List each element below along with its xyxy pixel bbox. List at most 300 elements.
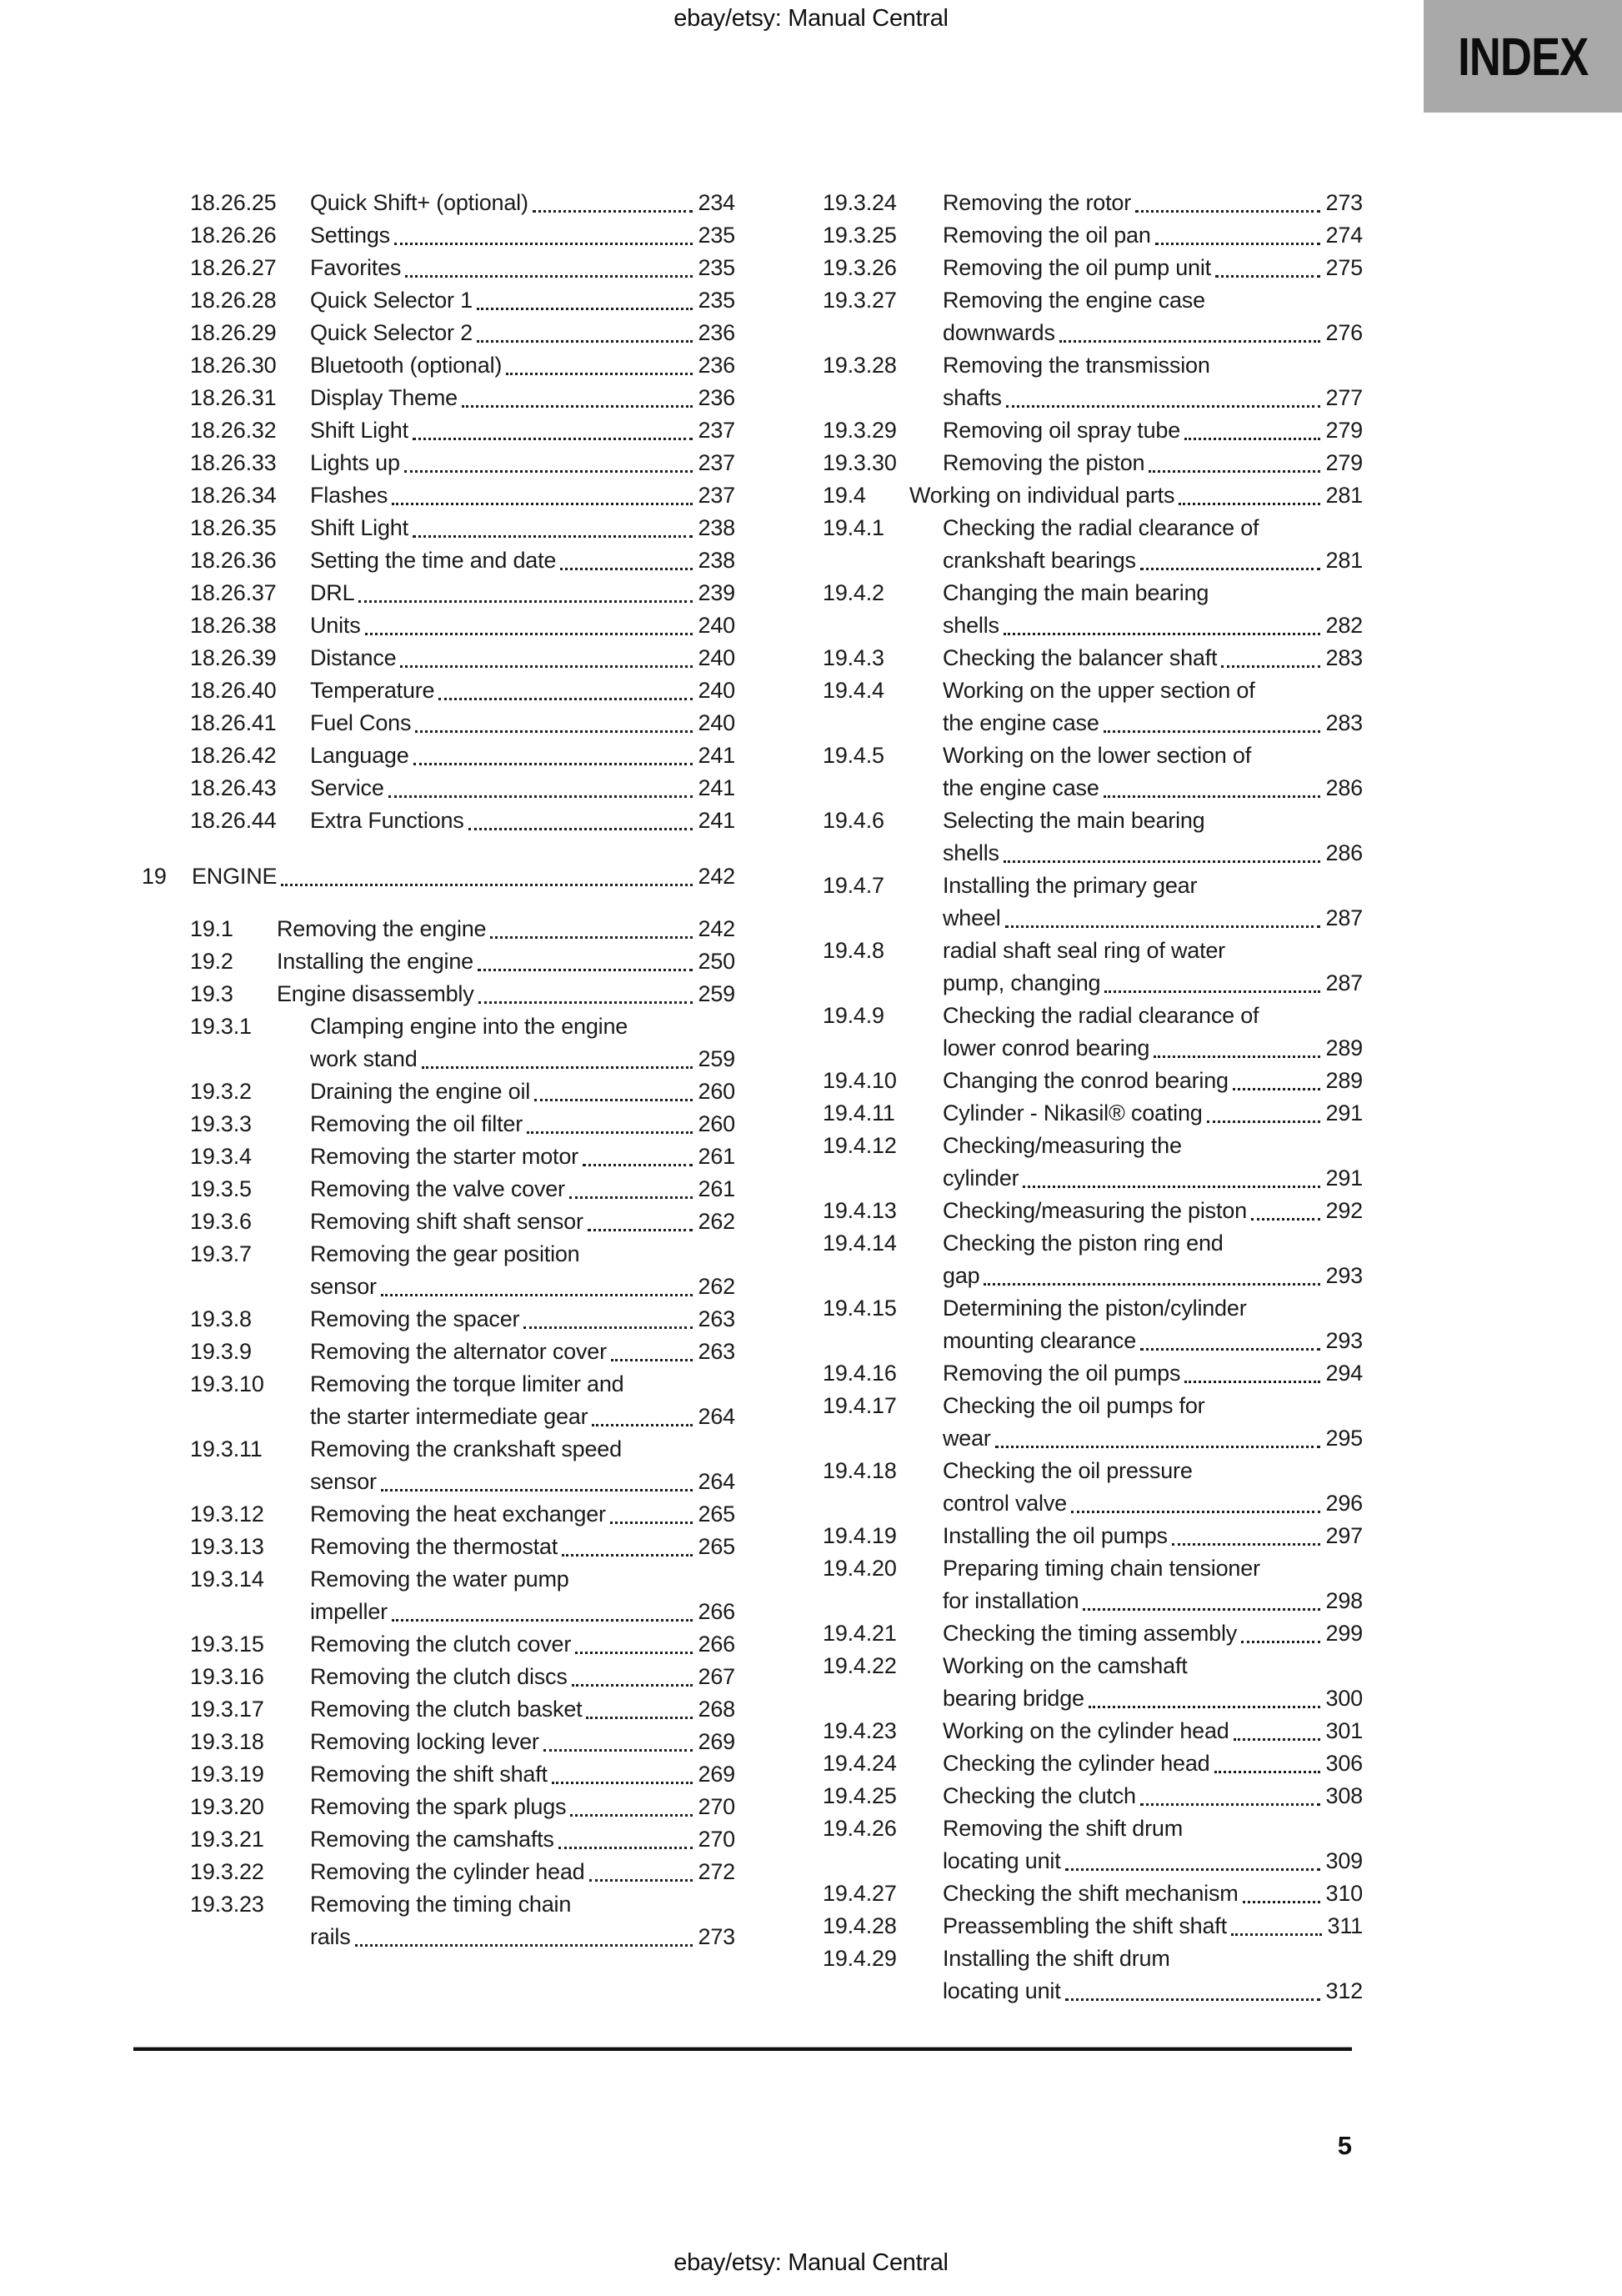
toc-entry-line: [943, 1292, 1363, 1325]
dot-leader: [558, 1823, 693, 1849]
toc-entry-page: 269: [698, 1762, 735, 1787]
toc-entry-title: Checking the balancer shaft: [943, 645, 1218, 670]
toc-entry: [823, 739, 1363, 805]
toc-entry: [823, 1455, 1363, 1520]
toc-entry-title: Removing the timing chain: [310, 1892, 572, 1917]
toc-entry-body: [277, 945, 735, 978]
dot-leader: [415, 707, 692, 733]
dot-leader: [355, 1921, 693, 1947]
toc-entry-title: Shift Light: [310, 515, 408, 540]
toc-entry-page: 270: [698, 1794, 735, 1819]
dot-leader: [1241, 1617, 1319, 1643]
toc-entry: [823, 1195, 1363, 1227]
toc-entry-title: Removing locking lever: [310, 1729, 539, 1754]
toc-entry-body: [943, 414, 1363, 447]
toc-entry-line: [310, 1856, 735, 1888]
dot-leader: [589, 1856, 693, 1882]
toc-entry-body: [310, 609, 735, 642]
toc-entry-page: 241: [698, 775, 735, 800]
toc-entry-line: [310, 1888, 735, 1921]
toc-entry-page: 265: [698, 1534, 735, 1559]
toc-entry-number: 19.4.25: [823, 1783, 897, 1808]
toc-entry-line: [310, 1336, 735, 1368]
toc-entry-number: 19.4.28: [823, 1913, 897, 1938]
toc-entry-title: Shift Light: [310, 418, 408, 443]
toc-entry: [823, 1780, 1363, 1812]
toc-entry-number: 19.3.13: [190, 1534, 264, 1559]
dot-leader: [1089, 1682, 1320, 1708]
toc-entry-line: [310, 707, 735, 739]
toc-entry-title: Engine disassembly: [277, 981, 474, 1006]
toc-entry-line: [310, 382, 735, 414]
toc-entry-body: [943, 349, 1363, 414]
toc-entry-body: [310, 1140, 735, 1173]
toc-entry-line: [943, 739, 1363, 772]
toc-entry-line: [943, 1650, 1363, 1682]
toc-entry-line: [943, 1000, 1363, 1032]
toc-entry-number: 18.26.41: [190, 710, 277, 735]
toc-entry: [190, 674, 735, 707]
toc-entry-page: 282: [1325, 613, 1363, 638]
toc-entry-title: wheel: [943, 905, 1001, 930]
toc-entry-page: 241: [698, 743, 735, 768]
toc-entry-line: [310, 447, 735, 479]
toc-entry-body: [943, 1227, 1363, 1292]
toc-entry-number: 18.26.42: [190, 743, 277, 768]
dot-leader: [1004, 837, 1320, 863]
dot-leader: [281, 860, 692, 886]
toc-entry-line: [192, 860, 735, 893]
toc-entry-body: [310, 805, 735, 837]
dot-leader: [1071, 1487, 1320, 1513]
index-tab: [1424, 0, 1622, 113]
toc-entry-title: Language: [310, 743, 409, 768]
toc-entry: [823, 447, 1363, 479]
toc-entry-number: 19.4.1: [823, 515, 884, 540]
toc-entry-title: Removing the engine: [277, 916, 487, 941]
toc-entry-page: 293: [1325, 1263, 1363, 1288]
toc-entry-page: 262: [698, 1274, 735, 1299]
toc-entry-number: 19.4.19: [823, 1523, 897, 1548]
toc-entry-title: Checking/measuring the piston: [943, 1198, 1247, 1223]
toc-entry-title: Installing the primary gear: [943, 873, 1198, 898]
toc-entry-number: 18.26.31: [190, 385, 277, 410]
toc-entry: [823, 349, 1363, 414]
dot-leader: [381, 1466, 693, 1491]
toc-entry: [823, 674, 1363, 739]
toc-entry-title: ENGINE: [192, 864, 278, 889]
toc-entry-line: [943, 349, 1363, 382]
toc-entry-number: 19.4.22: [823, 1653, 897, 1678]
toc-entry: [190, 1433, 735, 1498]
toc-entry-line: [310, 1140, 735, 1173]
toc-entry-number: 18.26.34: [190, 483, 277, 508]
toc-entry-line: [310, 577, 735, 609]
toc-entry-line: [943, 935, 1363, 967]
toc-entry-line: [943, 544, 1363, 577]
toc-entry-title: Changing the conrod bearing: [943, 1068, 1229, 1093]
toc-entry-title: Quick Shift+ (optional): [310, 190, 528, 215]
toc-entry-page: 262: [698, 1209, 735, 1234]
toc-entry-number: 18.26.37: [190, 580, 277, 605]
toc-entry-body: [310, 1336, 735, 1368]
dot-leader: [1140, 1325, 1320, 1351]
toc-entry-body: [310, 1368, 735, 1433]
toc-entry: [823, 577, 1363, 642]
toc-entry-body: [943, 1065, 1363, 1097]
toc-entry-line: [943, 1715, 1363, 1747]
toc-entry: [823, 1130, 1363, 1195]
toc-entry-page: 240: [698, 613, 735, 638]
toc-entry-line: [310, 1921, 735, 1953]
toc-entry-line: [943, 1520, 1363, 1552]
toc-entry-number: 18.26.29: [190, 320, 277, 345]
toc-entry-title: Extra Functions: [310, 808, 464, 833]
toc-entry: [823, 187, 1363, 219]
dot-leader: [562, 1531, 693, 1557]
toc-entry-number: 18.26.39: [190, 645, 277, 670]
toc-entry-number: 18.26.40: [190, 678, 277, 703]
toc-entry: [190, 707, 735, 739]
toc-entry-title: Removing the oil pan: [943, 223, 1151, 248]
toc-entry-page: 299: [1325, 1621, 1363, 1646]
toc-entry-line: [310, 1596, 735, 1628]
dot-leader: [588, 1206, 693, 1231]
toc-entry-title: sensor: [310, 1469, 377, 1494]
dot-leader: [1104, 707, 1320, 733]
toc-entry-line: [310, 1238, 735, 1271]
toc-entry-line: [310, 1628, 735, 1661]
toc-entry-line: [310, 1823, 735, 1856]
toc-entry-title: Checking the oil pumps for: [943, 1393, 1205, 1418]
toc-entry-title: radial shaft seal ring of water: [943, 938, 1225, 963]
toc-entry-number: 19.3.27: [823, 288, 897, 313]
toc-entry-title: Removing the valve cover: [310, 1176, 565, 1201]
toc-entry-body: [310, 1108, 735, 1140]
toc-entry: [823, 1390, 1363, 1455]
header-title: ebay/etsy: Manual Central: [673, 5, 949, 32]
toc-entry-line: [943, 772, 1363, 805]
toc-entry-number: 19.4: [823, 483, 866, 508]
toc-entry-number: 19.4.7: [823, 873, 884, 898]
toc-entry-line: [310, 1726, 735, 1758]
toc-entry-title: Draining the engine oil: [310, 1079, 531, 1104]
toc-entry-title: for installation: [943, 1588, 1079, 1613]
toc-entry-page: 292: [1325, 1198, 1363, 1223]
toc-entry-body: [943, 1292, 1363, 1357]
dot-leader: [394, 219, 693, 245]
toc-entry-number: 18.26.26: [190, 223, 277, 248]
dot-leader: [1005, 902, 1320, 928]
toc-entry-line: [943, 805, 1363, 837]
toc-entry: [190, 1238, 735, 1303]
toc-entry-page: 261: [698, 1144, 735, 1169]
toc-entry-title: control valve: [943, 1491, 1067, 1516]
toc-entry-page: 272: [698, 1859, 735, 1884]
toc-entry-title: mounting clearance: [943, 1328, 1137, 1353]
toc-entry-title: Checking the timing assembly: [943, 1621, 1238, 1646]
dot-leader: [365, 609, 693, 635]
toc-entry-body: [943, 674, 1363, 739]
toc-entry: [823, 1000, 1363, 1065]
toc-entry-title: Checking the radial clearance of: [943, 1003, 1259, 1028]
toc-entry-title: Display Theme: [310, 385, 458, 410]
toc-entry-line: [310, 1173, 735, 1206]
toc-entry-line: [277, 913, 735, 945]
toc-entry-body: [943, 1455, 1363, 1520]
toc-entry-page: 268: [698, 1697, 735, 1722]
toc-entry: [190, 219, 735, 252]
toc-entry-title: Removing the heat exchanger: [310, 1501, 606, 1526]
toc-entry: [190, 577, 735, 609]
toc-entry-page: 250: [698, 949, 735, 974]
toc-entry: [190, 609, 735, 642]
toc-entry-title: downwards: [943, 320, 1055, 345]
toc-entry-page: 279: [1325, 450, 1363, 475]
toc-entry-page: 277: [1325, 385, 1363, 410]
toc-entry: [823, 1617, 1363, 1650]
toc-entry: [190, 1368, 735, 1433]
toc-entry-line: [943, 1195, 1363, 1227]
toc-entry-title: Removing the cylinder head: [310, 1859, 585, 1884]
toc-entry-line: [310, 479, 735, 512]
toc-entry-line: [310, 1303, 735, 1336]
toc-entry-title: Removing the oil pump unit: [943, 255, 1211, 280]
toc-entry-number: 19.3.1: [190, 1014, 252, 1039]
toc-entry-number: 19.4.2: [823, 580, 884, 605]
toc-entry-title: impeller: [310, 1599, 388, 1624]
toc-entry-title: Quick Selector 2: [310, 320, 473, 345]
toc-entry-body: [943, 1747, 1363, 1780]
toc-entry: [190, 1206, 735, 1238]
toc-entry-title: Checking/measuring the: [943, 1133, 1182, 1158]
dot-leader: [552, 1758, 693, 1784]
toc-entry-line: [310, 1043, 735, 1075]
toc-entry-number: 19.3.28: [823, 353, 897, 378]
toc-entry-title: Settings: [310, 223, 390, 248]
toc-entry-title: Removing the oil filter: [310, 1111, 523, 1136]
toc-entry-number: 19.4.12: [823, 1133, 897, 1158]
index-tab-label: INDEX: [1457, 26, 1589, 87]
toc-entry-page: 279: [1325, 418, 1363, 443]
dot-leader: [1140, 1780, 1320, 1806]
toc-entry-title: Checking the shift mechanism: [943, 1881, 1239, 1906]
toc-entry-page: 283: [1325, 645, 1363, 670]
toc-entry-number: 19.3.2: [190, 1079, 252, 1104]
toc-entry-title: Removing the camshafts: [310, 1827, 554, 1852]
toc-entry-page: 295: [1325, 1426, 1363, 1451]
toc-entry-line: [943, 609, 1363, 642]
toc-entry-number: 19.4.11: [823, 1100, 895, 1125]
toc-entry-title: DRL: [310, 580, 355, 605]
toc-entry-line: [943, 1065, 1363, 1097]
toc-entry-body: [310, 674, 735, 707]
toc-entry-line: [943, 1975, 1363, 2008]
toc-entry-title: the starter intermediate gear: [310, 1404, 588, 1429]
toc-entry-line: [943, 1357, 1363, 1390]
toc-entry-title: Removing the gear position: [310, 1241, 580, 1266]
toc-entry: [190, 1856, 735, 1888]
toc-entry-number: 19.3.12: [190, 1501, 264, 1526]
toc-entry-title: Removing the clutch basket: [310, 1697, 583, 1722]
toc-entry-title: lower conrod bearing: [943, 1035, 1150, 1060]
toc-entry-body: [310, 219, 735, 252]
toc-column-right: [774, 187, 1363, 2008]
dot-leader: [392, 1596, 693, 1622]
toc-entry-body: [943, 187, 1363, 219]
toc-entry-body: [310, 317, 735, 349]
dot-leader: [1184, 1357, 1319, 1383]
toc-entry-number: 19.4.26: [823, 1816, 897, 1841]
dot-leader: [572, 1661, 693, 1687]
toc-entry-number: 19.3.8: [190, 1306, 252, 1331]
toc-entry-line: [943, 1325, 1363, 1357]
toc-entry-page: 309: [1325, 1848, 1363, 1873]
toc-entry: [190, 1888, 735, 1953]
toc-entry-body: [310, 707, 735, 739]
toc-entry-number: 19.1: [190, 916, 233, 941]
toc-entry-title: Distance: [310, 645, 397, 670]
toc-entry-body: [310, 642, 735, 674]
dot-leader: [533, 187, 693, 213]
toc-entry-number: 19.4.24: [823, 1751, 897, 1776]
toc-entry-line: [943, 870, 1363, 902]
dot-leader: [1184, 414, 1320, 440]
dot-leader: [611, 1336, 693, 1361]
toc-entry-line: [943, 1780, 1363, 1812]
toc-entry-number: 19.3.29: [823, 418, 897, 443]
toc-entry-title: cylinder: [943, 1166, 1019, 1191]
toc-entry-line: [943, 1877, 1363, 1910]
toc-entry-number: 19.3.23: [190, 1892, 264, 1917]
toc-entry-number: 19.3.14: [190, 1567, 264, 1592]
toc-entry-title: Removing the clutch discs: [310, 1664, 568, 1689]
dot-leader: [1231, 1910, 1322, 1936]
toc-entry-title: Changing the main bearing: [943, 580, 1209, 605]
toc-entry-line: [943, 1032, 1363, 1065]
toc-entry-line: [310, 1498, 735, 1531]
toc-entry-page: 287: [1325, 905, 1363, 930]
toc-entry: [823, 1747, 1363, 1780]
dot-leader: [358, 577, 692, 603]
toc-entry-number: 18.26.32: [190, 418, 277, 443]
toc-entry-number: 19.4.8: [823, 938, 884, 963]
toc-entry-page: 270: [698, 1827, 735, 1852]
toc-entry-line: [310, 1108, 735, 1140]
toc-entry: [190, 284, 735, 317]
toc-entry-body: [310, 1206, 735, 1238]
toc-entry-line: [277, 945, 735, 978]
toc-entry-page: 301: [1325, 1718, 1363, 1743]
toc-entry-body: [310, 187, 735, 219]
toc-entry-page: 236: [698, 385, 735, 410]
toc-entry-page: 264: [698, 1404, 735, 1429]
toc-entry-number: 19.4.6: [823, 808, 884, 833]
toc-entry: [190, 978, 735, 1010]
toc-entry: [190, 544, 735, 577]
toc-entry-title: Removing the water pump: [310, 1567, 569, 1592]
toc-entry-body: [310, 382, 735, 414]
toc-entry: [190, 1173, 735, 1206]
toc-entry-title: Working on the upper section of: [943, 678, 1255, 703]
toc-entry-page: 241: [698, 808, 735, 833]
toc-entry-title: Service: [310, 775, 384, 800]
toc-entry-number: 18.26.44: [190, 808, 277, 833]
dot-leader: [1207, 1097, 1320, 1123]
toc-entry-number: 19.4.15: [823, 1296, 897, 1321]
toc-entry: [190, 1108, 735, 1140]
toc-entry: [190, 1075, 735, 1108]
toc-entry-line: [310, 739, 735, 772]
dot-leader: [477, 284, 693, 310]
toc-entry-line: [943, 382, 1363, 414]
toc-entry-body: [310, 1758, 735, 1791]
toc-entry: [190, 349, 735, 382]
toc-entry: [823, 805, 1363, 870]
dot-leader: [569, 1173, 693, 1199]
toc-entry-page: 236: [698, 320, 735, 345]
toc-entry: [823, 1357, 1363, 1390]
toc-entry-body: [277, 913, 735, 945]
toc-entry-body: [310, 577, 735, 609]
toc-entry-page: 235: [698, 288, 735, 313]
toc-entry-body: [310, 1531, 735, 1563]
toc-entry-body: [310, 1173, 735, 1206]
toc-entry-title: Removing the thermostat: [310, 1534, 558, 1559]
toc-entry-title: Units: [310, 613, 361, 638]
toc-entry-title: Checking the piston ring end: [943, 1231, 1224, 1256]
toc-entry-page: 281: [1325, 548, 1363, 573]
dot-leader: [995, 1422, 1320, 1448]
toc-entry: [190, 805, 735, 837]
toc-entry-line: [943, 187, 1363, 219]
toc-entry: [190, 1693, 735, 1726]
dot-leader: [534, 1075, 692, 1101]
toc-entry-number: 18.26.43: [190, 775, 277, 800]
toc-entry-page: 289: [1325, 1068, 1363, 1093]
toc-entry-title: Flashes: [310, 483, 388, 508]
dot-leader: [413, 512, 693, 538]
toc-entry-number: 19.4.10: [823, 1068, 897, 1093]
toc-entry-title: Fuel Cons: [310, 710, 412, 735]
toc-entry-title: Checking the cylinder head: [943, 1751, 1210, 1776]
toc-entry-page: 261: [698, 1176, 735, 1201]
toc-entry-body: [943, 1780, 1363, 1812]
toc-entry-title: Working on the camshaft: [943, 1653, 1188, 1678]
toc-entry-body: [310, 1791, 735, 1823]
toc-entry-line: [310, 1693, 735, 1726]
toc-entry: [142, 860, 735, 893]
toc-entry-body: [943, 870, 1363, 935]
toc-entry-title: work stand: [310, 1046, 418, 1071]
toc-entry-number: 19.4.17: [823, 1393, 897, 1418]
toc-entry-line: [943, 1812, 1363, 1845]
toc-entry-page: 296: [1325, 1491, 1363, 1516]
toc-entry-body: [943, 1195, 1363, 1227]
toc-entry-number: 19.3.11: [190, 1436, 263, 1461]
toc-entry-title: Temperature: [310, 678, 435, 703]
toc-entry-line: [310, 1010, 735, 1043]
toc-entry-body: [943, 252, 1363, 284]
toc-entry: [823, 642, 1363, 674]
dot-leader: [1251, 1195, 1320, 1221]
toc-entry-number: 19.3.7: [190, 1241, 252, 1266]
dot-leader: [405, 252, 692, 278]
dot-leader: [984, 1260, 1319, 1286]
toc-entry-body: [310, 414, 735, 447]
toc-entry-body: [943, 1943, 1363, 2008]
toc-entry-body: [310, 544, 735, 577]
